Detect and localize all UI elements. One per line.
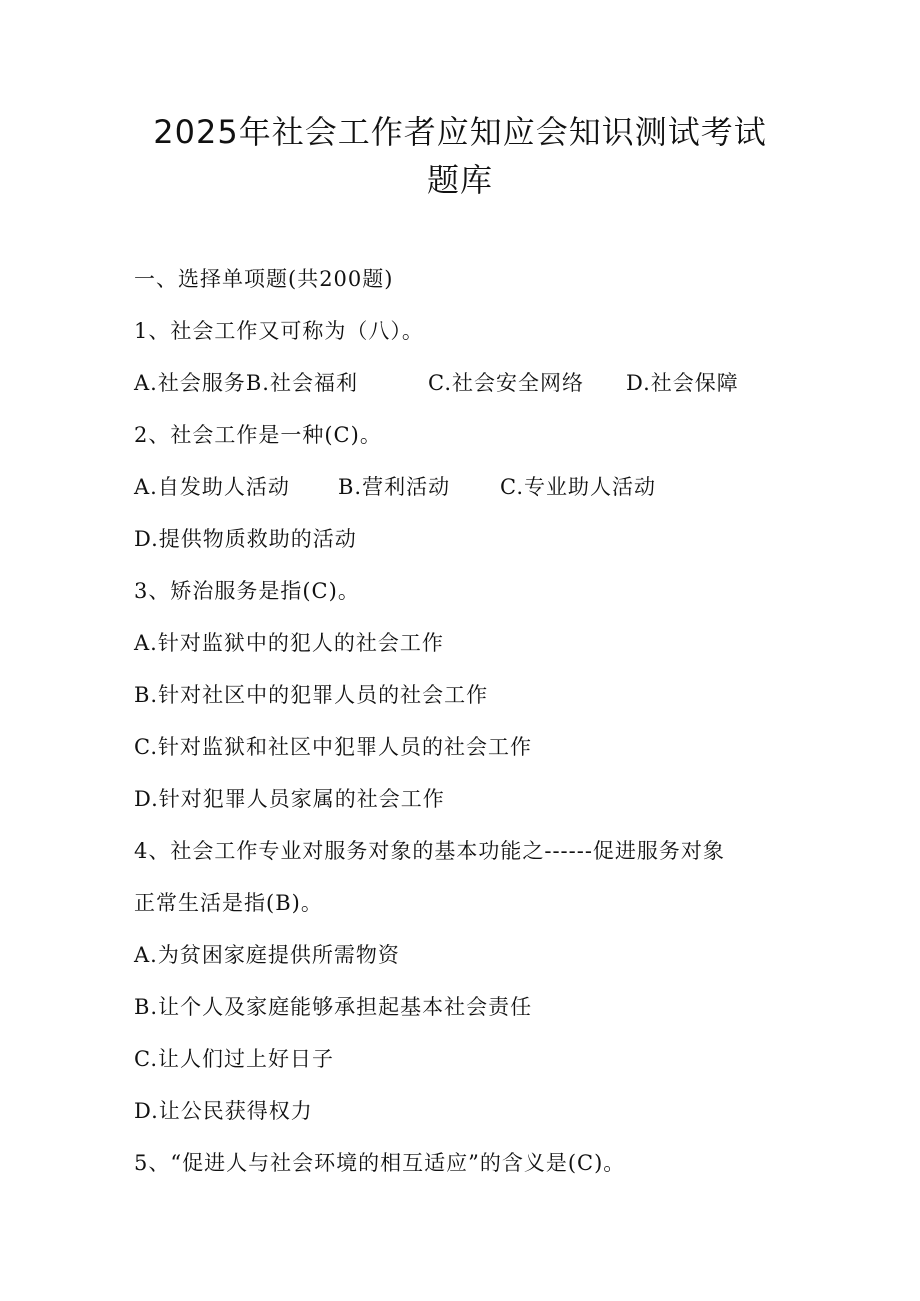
- question-4-option-b: B.让个人及家庭能够承担起基本社会责任: [134, 995, 533, 1019]
- question-4-stem-line1: 4、社会工作专业对服务对象的基本功能之------促进服务对象: [134, 839, 725, 863]
- question-4-option-d: D.让公民获得权力: [134, 1099, 313, 1123]
- question-3-option-a: A.针对监狱中的犯人的社会工作: [134, 631, 444, 655]
- question-2-option-d: D.提供物质救助的活动: [134, 527, 357, 551]
- question-2-option-b: B.营利活动: [338, 475, 451, 499]
- question-5-stem: 5、“促进人与社会环境的相互适应”的含义是(C)。: [134, 1151, 626, 1175]
- question-3-option-d: D.针对犯罪人员家属的社会工作: [134, 787, 445, 811]
- question-1-option-d: D.社会保障: [626, 371, 739, 395]
- document-title-line1: 2025年社会工作者应知应会知识测试考试: [153, 113, 767, 151]
- question-2-option-a: A.自发助人活动: [134, 475, 290, 499]
- section-heading: 一、选择单项题(共200题): [134, 267, 394, 291]
- question-3-stem: 3、矫治服务是指(C)。: [134, 579, 360, 603]
- question-2-stem: 2、社会工作是一种(C)。: [134, 423, 382, 447]
- question-4-option-c: C.让人们过上好日子: [134, 1047, 334, 1071]
- question-2-option-c: C.专业助人活动: [500, 475, 656, 499]
- question-4-option-a: A.为贫困家庭提供所需物资: [134, 943, 400, 967]
- question-1-option-ab: A.社会服务B.社会福利: [134, 371, 358, 395]
- question-3-option-c: C.针对监狱和社区中犯罪人员的社会工作: [134, 735, 532, 759]
- question-4-stem-line2: 正常生活是指(B)。: [134, 891, 323, 915]
- question-1-stem: 1、社会工作又可称为（八）。: [134, 319, 424, 343]
- question-1-option-c: C.社会安全网络: [428, 371, 584, 395]
- document-title-line2: 题库: [426, 161, 493, 199]
- question-3-option-b: B.针对社区中的犯罪人员的社会工作: [134, 683, 489, 707]
